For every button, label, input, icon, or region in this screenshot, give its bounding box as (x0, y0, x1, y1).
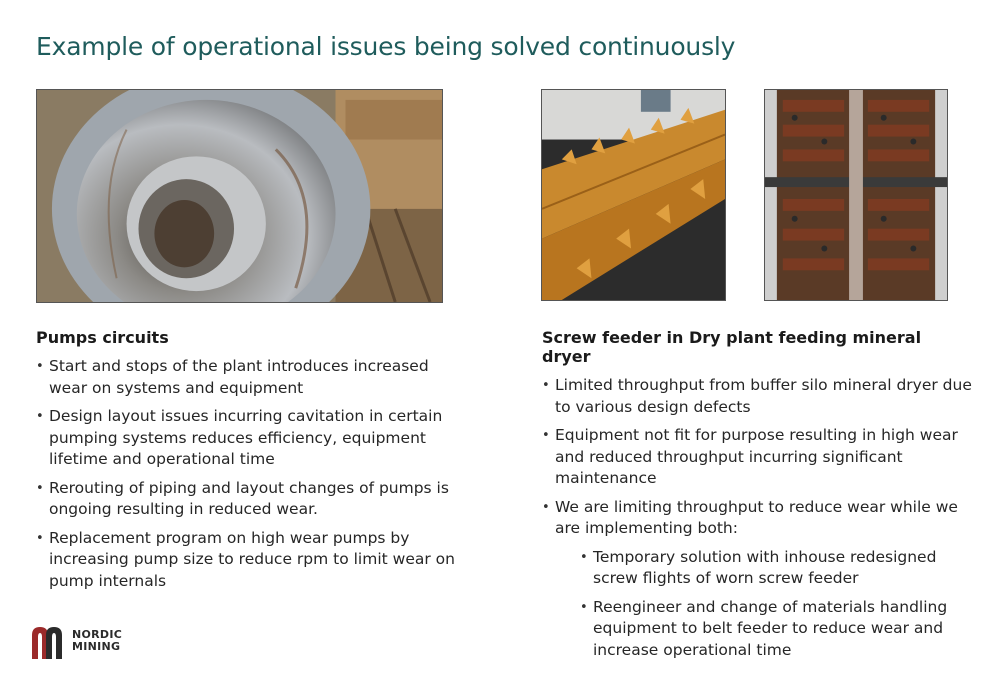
bullet-item: • Start and stops of the plant introduces increased wear on systems and equipment (36, 356, 466, 399)
screw-feeder-trough-photo (764, 89, 948, 301)
nordic-mining-logo (30, 625, 123, 665)
sub-bullet-item: • Temporary solution with inhouse redesigned screw flights of worn screw feeder (580, 547, 972, 590)
slide-title: Example of operational issues being solved continuously (36, 32, 736, 61)
bullet-item: • Equipment not fit for purpose resulting in high wear and reduced throughput incurring significant maintenance (542, 425, 972, 490)
screw-feeder-bullet-list (542, 375, 972, 661)
logo-wordmark (72, 629, 122, 653)
bullet-item: • We are limiting throughput to reduce wear while we are implementing both: (542, 497, 972, 540)
logo-line-2: MINING (72, 640, 121, 653)
bullet-item: • Replacement program on high wear pumps by increasing pump size to reduce rpm to limit wear on pump internals (36, 528, 466, 593)
nordic-mining-logo-mark-icon (30, 625, 70, 661)
sub-bullet-item: • Reengineer and change of materials handling equipment to belt feeder to reduce wear and increase operational time (580, 597, 972, 662)
bullet-item: • Limited throughput from buffer silo mineral dryer due to various design defects (542, 375, 972, 418)
pumps-circuits-bullet-list (36, 356, 466, 592)
pumps-circuits-section (36, 328, 466, 599)
screw-feeder-heading: Screw feeder in Dry plant feeding mineral dryer (542, 328, 922, 366)
worn-screw-flights-photo (541, 89, 726, 301)
bullet-item: • Design layout issues incurring cavitation in certain pumping systems reduces efficiency, equipment lifetime and operational time (36, 406, 466, 471)
screw-feeder-section (542, 328, 972, 668)
pumps-circuits-heading: Pumps circuits (36, 328, 169, 347)
worn-pump-casing-photo (36, 89, 443, 303)
logo-line-1: NORDIC (72, 628, 123, 641)
bullet-item: • Rerouting of piping and layout changes of pumps is ongoing resulting in reduced wear. (36, 478, 466, 521)
